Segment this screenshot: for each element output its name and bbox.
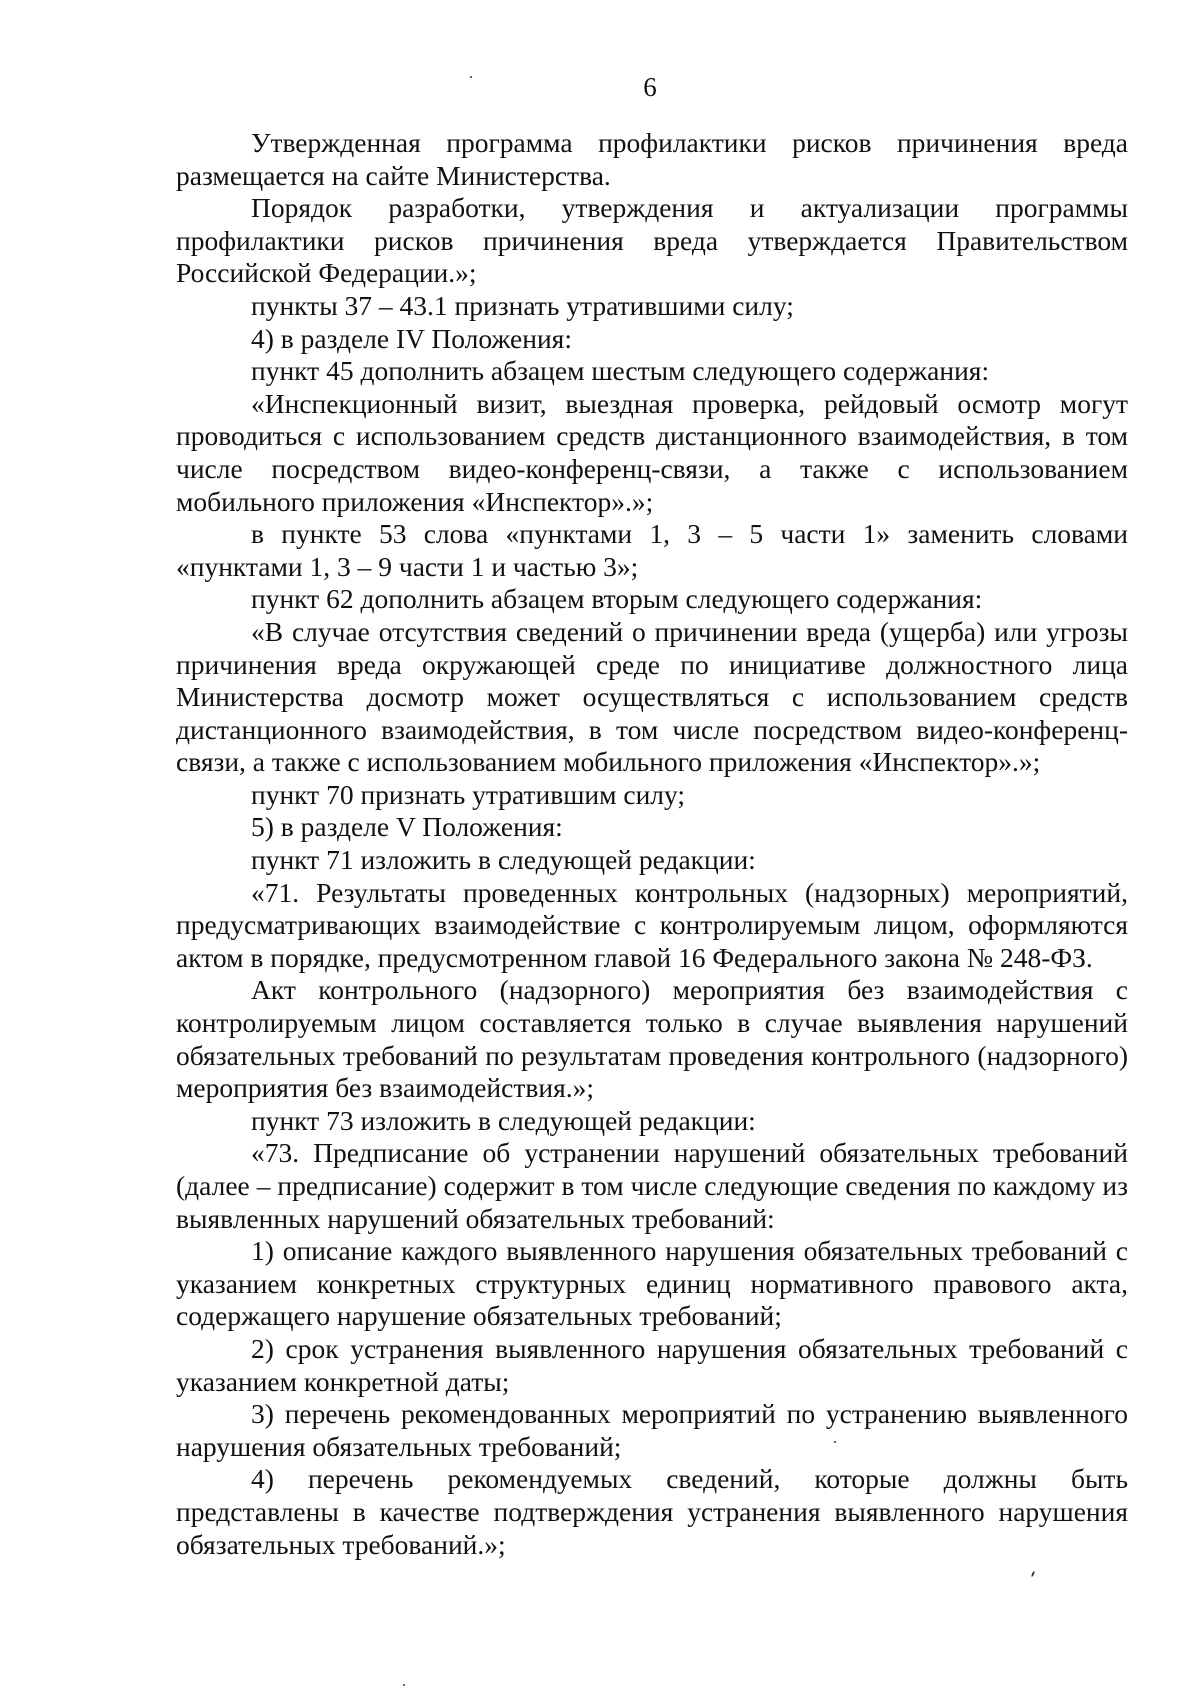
paragraph: «73. Предписание об устранении нарушений обязательных требований (далее – предписание) содержит в том числе следующие сведения по каждому из выявленных нарушений обязательных требований: bbox=[176, 1137, 1128, 1234]
paragraph: «71. Результаты проведенных контрольных (надзорных) мероприятий, предусматривающих взаимодействие с контролируемым лицом, оформляются актом в порядке, предусмотренном главой 16 Федерального закона № 248-ФЗ. bbox=[176, 876, 1128, 973]
paragraph: 4) в разделе IV Положения: bbox=[251, 322, 572, 354]
paragraph: пункт 73 изложить в следующей редакции: bbox=[251, 1104, 756, 1136]
paragraph: Порядок разработки, утверждения и актуализации программы профилактики рисков причинения вреда утверждается Правительством Российской Федерации.»; bbox=[176, 192, 1128, 289]
paragraph: 3) перечень рекомендованных мероприятий по устранению выявленного нарушения обязательных требований; bbox=[176, 1398, 1128, 1462]
scan-speck bbox=[1031, 1571, 1035, 1577]
scan-speck bbox=[834, 1441, 836, 1443]
paragraph: 2) срок устранения выявленного нарушения обязательных требований с указанием конкретной даты; bbox=[176, 1332, 1128, 1397]
page-number: 6 bbox=[643, 72, 657, 102]
paragraph: «В случае отсутствия сведений о причинении вреда (ущерба) или угрозы причинения вреда окружающей среде по инициативе должностного лица Министерства досмотр может осуществляться с использованием средств дистанционного взаимодействия, в том числе посредством видео-конференц-связи, а также с использованием мобильного приложения «Инспектор».»; bbox=[176, 615, 1128, 778]
paragraph: пункты 37 – 43.1 признать утратившими силу; bbox=[251, 289, 794, 321]
paragraph: Акт контрольного (надзорного) мероприятия без взаимодействия с контролируемым лицом составляется только в случае выявления нарушений обязательных требований по результатам проведения контрольного (надзорного) мероприятия без взаимодействия.»; bbox=[176, 974, 1128, 1104]
paragraph: 4) перечень рекомендуемых сведений, которые должны быть представлены в качестве подтверждения устранения выявленного нарушения обязательных требований.»; bbox=[176, 1463, 1128, 1560]
paragraph: пункт 45 дополнить абзацем шестым следующего содержания: bbox=[251, 355, 990, 387]
paragraph: Утвержденная программа профилактики рисков причинения вреда размещается на сайте Министерства. bbox=[176, 127, 1128, 191]
paragraph: пункт 70 признать утратившим силу; bbox=[251, 778, 686, 810]
paragraph: пункт 71 изложить в следующей редакции: bbox=[251, 844, 756, 876]
paragraph: 1) описание каждого выявленного нарушения обязательных требований с указанием конкретных структурных единиц нормативного правового акта, содержащего нарушение обязательных требований; bbox=[176, 1235, 1128, 1332]
paragraph: 5) в разделе V Положения: bbox=[251, 811, 563, 843]
paragraph: в пункте 53 слова «пунктами 1, 3 – 5 части 1» заменить словами «пунктами 1, 3 – 9 части 1 и частью 3»; bbox=[176, 518, 1128, 582]
scan-speck bbox=[470, 76, 472, 78]
document-body bbox=[176, 127, 1128, 1561]
paragraph: «Инспекционный визит, выездная проверка, рейдовый осмотр могут проводиться с использованием средств дистанционного взаимодействия, в том числе посредством видео-конференц-связи, а также с использованием мобильного приложения «Инспектор».»; bbox=[176, 387, 1128, 517]
paragraph: пункт 62 дополнить абзацем вторым следующего содержания: bbox=[251, 583, 983, 615]
scan-speck bbox=[403, 1684, 405, 1686]
